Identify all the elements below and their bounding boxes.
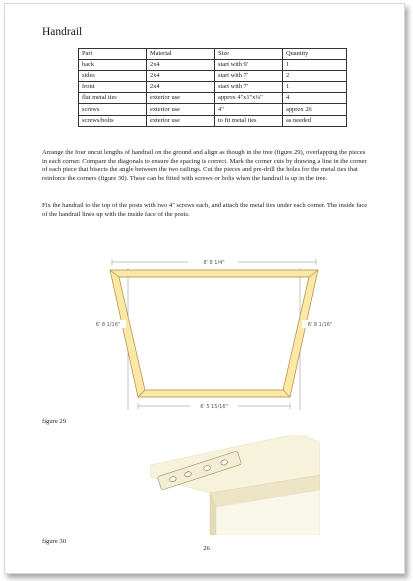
table-cell: 4 bbox=[283, 93, 347, 104]
table-row bbox=[79, 104, 347, 115]
table-cell: 2x4 bbox=[147, 60, 215, 71]
table-cell: approx 26 bbox=[283, 104, 347, 115]
table-header-cell: Material bbox=[147, 49, 215, 60]
figure-29-diagram bbox=[80, 250, 340, 415]
table-cell: back bbox=[79, 60, 147, 71]
table-header-cell: Quantity bbox=[283, 49, 347, 60]
table-cell: start with 7' bbox=[215, 82, 283, 93]
table-cell: to fit metal ties bbox=[215, 115, 283, 126]
table-cell: sides bbox=[79, 71, 147, 82]
table-header-cell: Part bbox=[79, 49, 147, 60]
top-dimension-label: 8' 8 1/4" bbox=[203, 260, 225, 266]
table-cell: 1 bbox=[283, 60, 347, 71]
figure-30-illustration bbox=[150, 435, 320, 535]
materials-table bbox=[78, 48, 347, 127]
table-cell: screws bbox=[79, 104, 147, 115]
bottom-dimension-label: 6' 5 15/16" bbox=[200, 404, 228, 410]
table-cell: start with 7' bbox=[215, 71, 283, 82]
table-cell: 2 bbox=[283, 71, 347, 82]
table-cell: approx 4"x1"x¼" bbox=[215, 93, 283, 104]
figure-29-caption: figure 29 bbox=[42, 418, 66, 425]
table-cell: front bbox=[79, 82, 147, 93]
table-row bbox=[79, 60, 347, 71]
paragraph-fixing: Fix the handrail to the top of the posts with two 4" screws each, and attach the metal ties under each corner. The inside face of the handrail lines up with the inside face of the posts. bbox=[42, 202, 368, 218]
table-header-row bbox=[79, 49, 347, 60]
table-cell: flat metal ties bbox=[79, 93, 147, 104]
table-header-cell: Size bbox=[215, 49, 283, 60]
table-cell: 4" bbox=[215, 104, 283, 115]
right-dimension-label: 6' 8 1/16" bbox=[307, 322, 333, 328]
table-cell: 1 bbox=[283, 82, 347, 93]
table-cell: exterior use bbox=[147, 115, 215, 126]
table-cell: as needed bbox=[283, 115, 347, 126]
table-cell: exterior use bbox=[147, 93, 215, 104]
table-cell: 2x4 bbox=[147, 71, 215, 82]
table-row bbox=[79, 93, 347, 104]
table-row bbox=[79, 71, 347, 82]
paragraph-assembly: Arrange the four uncut lengths of handrail on the ground and align as though in the tree (figure 29), overlapping the pieces in each corner. Compare the diagonals to ensure the spacing is correct. Mark the corner cuts by drawing a line in the corner of each piece that bisects the angle between the two railings. Cut the pieces and pre-drill the holes for the metal ties that reinforce the corners (figure 30). These can be fitted with screws or bolts when the handrail is up in the tree. bbox=[42, 149, 367, 182]
table-row bbox=[79, 82, 347, 93]
section-title: Handrail bbox=[42, 26, 83, 38]
table-cell: screws/bolts bbox=[79, 115, 147, 126]
table-cell: start with 9' bbox=[215, 60, 283, 71]
page-number: 26 bbox=[203, 545, 210, 552]
table-row bbox=[79, 115, 347, 126]
table-cell: exterior use bbox=[147, 104, 215, 115]
handrail-frame bbox=[110, 270, 318, 397]
figure-30-caption: figure 30 bbox=[42, 538, 66, 545]
left-dimension-label: 6' 8 1/16" bbox=[95, 322, 121, 328]
table-cell: 2x4 bbox=[147, 82, 215, 93]
